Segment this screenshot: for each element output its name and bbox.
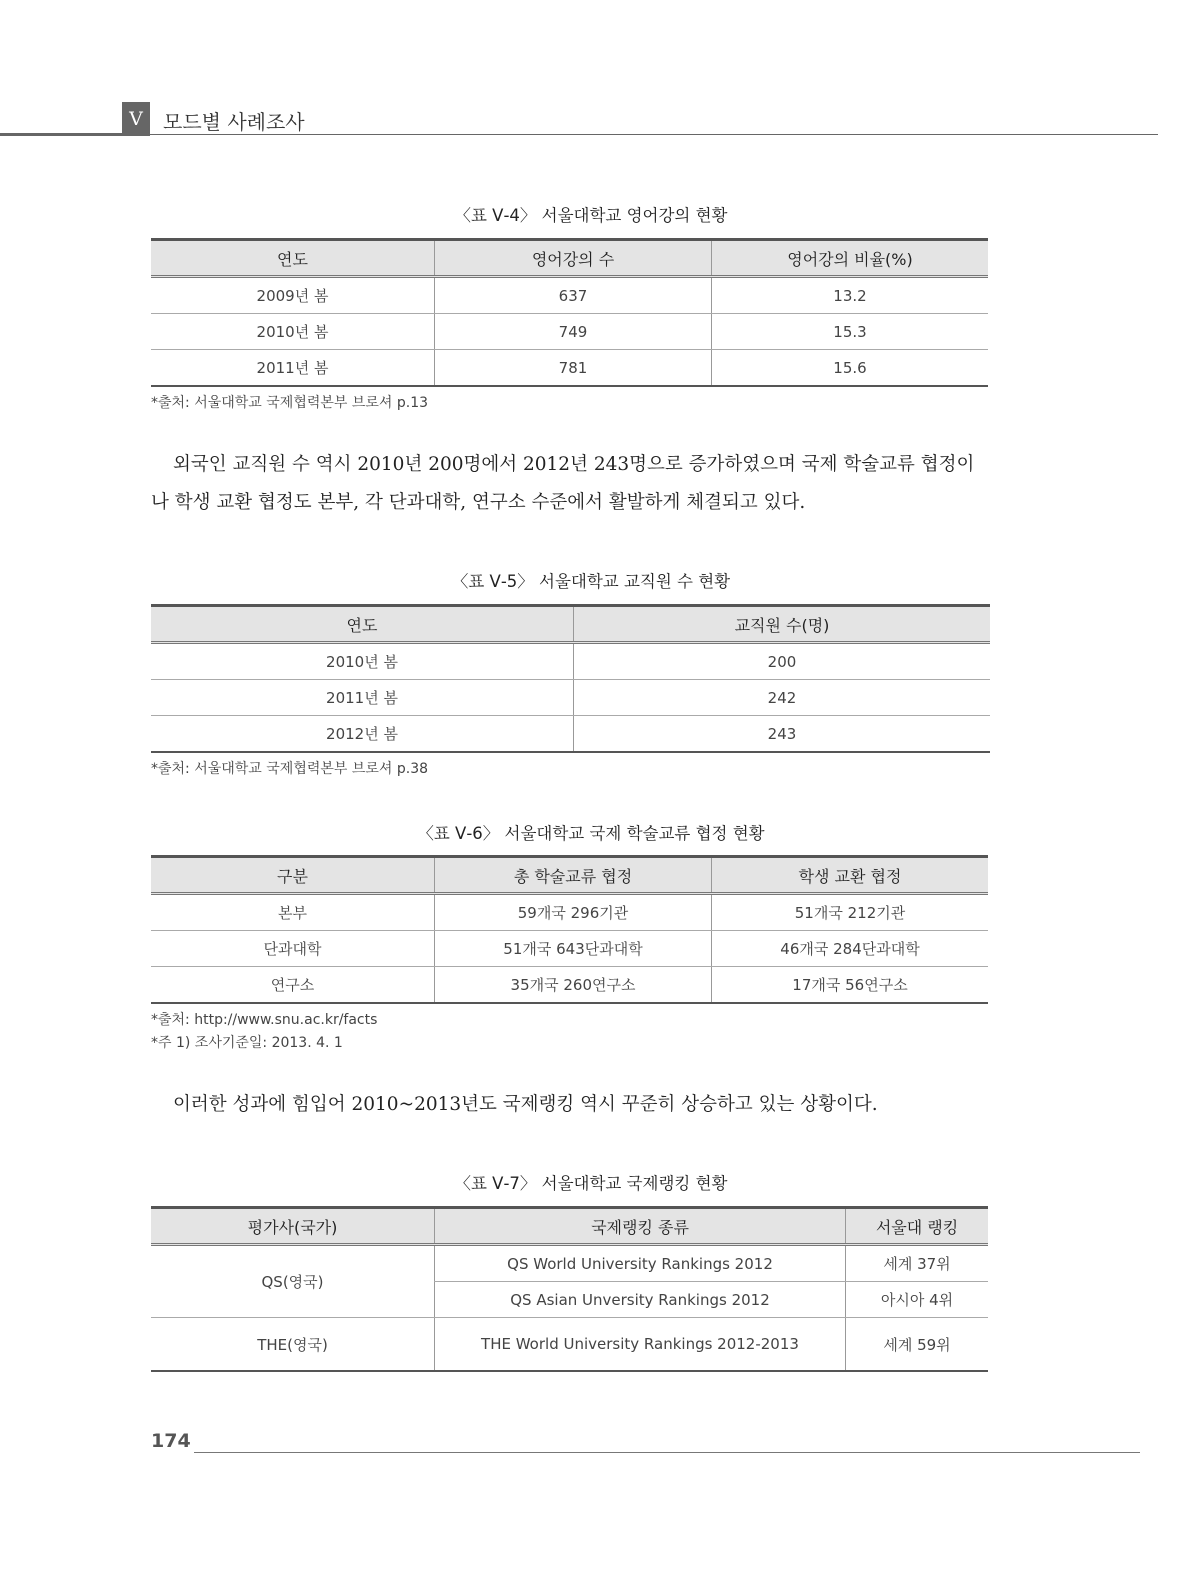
table6-caption: 〈표 Ⅴ-6〉 서울대학교 국제 학술교류 협정 현황 (417, 824, 765, 843)
table-header-cell: 영어강의 수 (435, 240, 712, 277)
table-row (151, 350, 988, 387)
table-header-row (151, 606, 990, 643)
table-header-row (151, 1208, 988, 1245)
table-cell: 15.3 (712, 314, 989, 350)
table-cell: 2009년 봄 (151, 277, 435, 314)
table-row (151, 1245, 988, 1282)
table-header-cell: 총 학술교류 협정 (435, 857, 712, 894)
table5-caption: 〈표 Ⅴ-5〉 서울대학교 교직원 수 현황 (451, 572, 731, 591)
table-cell: 본부 (151, 894, 435, 931)
table-row (151, 277, 988, 314)
table-header-cell: 국제랭킹 종류 (435, 1208, 846, 1245)
table-cell: THE(영국) (151, 1318, 435, 1372)
table-cell: 2011년 봄 (151, 680, 574, 716)
table-header-row (151, 857, 988, 894)
table-header-cell: 서울대 랭킹 (846, 1208, 989, 1245)
table-cell: 200 (574, 643, 991, 680)
table-header-cell: 영어강의 비율(%) (712, 240, 989, 277)
table-cell: 세계 59위 (846, 1318, 989, 1372)
body-paragraph: 외국인 교직원 수 역시 2010년 200명에서 2012년 243명으로 증가하였으며 국제 학술교류 협정이나 학생 교환 협정도 본부, 각 단과대학, 연구소 수준에서 활발하게 체결되고 있다. (151, 454, 975, 513)
table6-note: *주 1) 조사기준일: 2013. 4. 1 (151, 1035, 343, 1051)
chapter-badge: V (122, 102, 150, 136)
table-cell: QS Asian Unversity Rankings 2012 (435, 1282, 846, 1318)
table-cell: 35개국 260연구소 (435, 967, 712, 1004)
table-header-cell: 교직원 수(명) (574, 606, 991, 643)
table4-source: *출처: 서울대학교 국제협력본부 브로셔 p.13 (151, 395, 429, 411)
table-cell: QS(영국) (151, 1245, 435, 1318)
table-cell: 13.2 (712, 277, 989, 314)
table-cell: 46개국 284단과대학 (712, 931, 989, 967)
table-header-cell: 구분 (151, 857, 435, 894)
table4 (151, 238, 988, 387)
table-cell: 749 (435, 314, 712, 350)
table-cell: 59개국 296기관 (435, 894, 712, 931)
table-cell: 2012년 봄 (151, 716, 574, 753)
table-row (151, 967, 988, 1004)
table4-caption: 〈표 Ⅴ-4〉 서울대학교 영어강의 현황 (454, 206, 728, 225)
table-cell: 781 (435, 350, 712, 387)
table-row (151, 643, 990, 680)
table5-source: *출처: 서울대학교 국제협력본부 브로셔 p.38 (151, 761, 429, 777)
table-cell: 15.6 (712, 350, 989, 387)
table-cell: 2011년 봄 (151, 350, 435, 387)
table-cell: QS World University Rankings 2012 (435, 1245, 846, 1282)
table-row (151, 680, 990, 716)
table7 (151, 1206, 988, 1372)
table-cell: 51개국 212기관 (712, 894, 989, 931)
table6-source: *출처: http://www.snu.ac.kr/facts (151, 1012, 378, 1028)
footer-rule (194, 1452, 1140, 1453)
table7-caption: 〈표 Ⅴ-7〉 서울대학교 국제랭킹 현황 (454, 1174, 728, 1193)
table5 (151, 604, 990, 753)
table-header-cell: 평가사(국가) (151, 1208, 435, 1245)
table-header-cell: 학생 교환 협정 (712, 857, 989, 894)
table-cell: 242 (574, 680, 991, 716)
table-row (151, 716, 990, 753)
table-cell: 아시아 4위 (846, 1282, 989, 1318)
table-row (151, 314, 988, 350)
table-cell: THE World University Rankings 2012-2013 (435, 1318, 846, 1372)
table-cell: 연구소 (151, 967, 435, 1004)
table-row (151, 1318, 988, 1372)
table-row (151, 931, 988, 967)
table-cell: 637 (435, 277, 712, 314)
table-cell: 243 (574, 716, 991, 753)
table-cell: 2010년 봄 (151, 314, 435, 350)
table-cell: 2010년 봄 (151, 643, 574, 680)
table-header-cell: 연도 (151, 240, 435, 277)
table-cell: 단과대학 (151, 931, 435, 967)
table-row (151, 894, 988, 931)
table-header-row (151, 240, 988, 277)
table-cell: 17개국 56연구소 (712, 967, 989, 1004)
table6 (151, 855, 988, 1004)
table-cell: 51개국 643단과대학 (435, 931, 712, 967)
chapter-title: 모드별 사례조사 (163, 110, 305, 134)
table-header-cell: 연도 (151, 606, 574, 643)
body-paragraph: 이러한 성과에 힘입어 2010~2013년도 국제랭킹 역시 꾸준히 상승하고 있는 상황이다. (173, 1094, 878, 1115)
page-number: 174 (151, 1430, 191, 1452)
table-cell: 세계 37위 (846, 1245, 989, 1282)
